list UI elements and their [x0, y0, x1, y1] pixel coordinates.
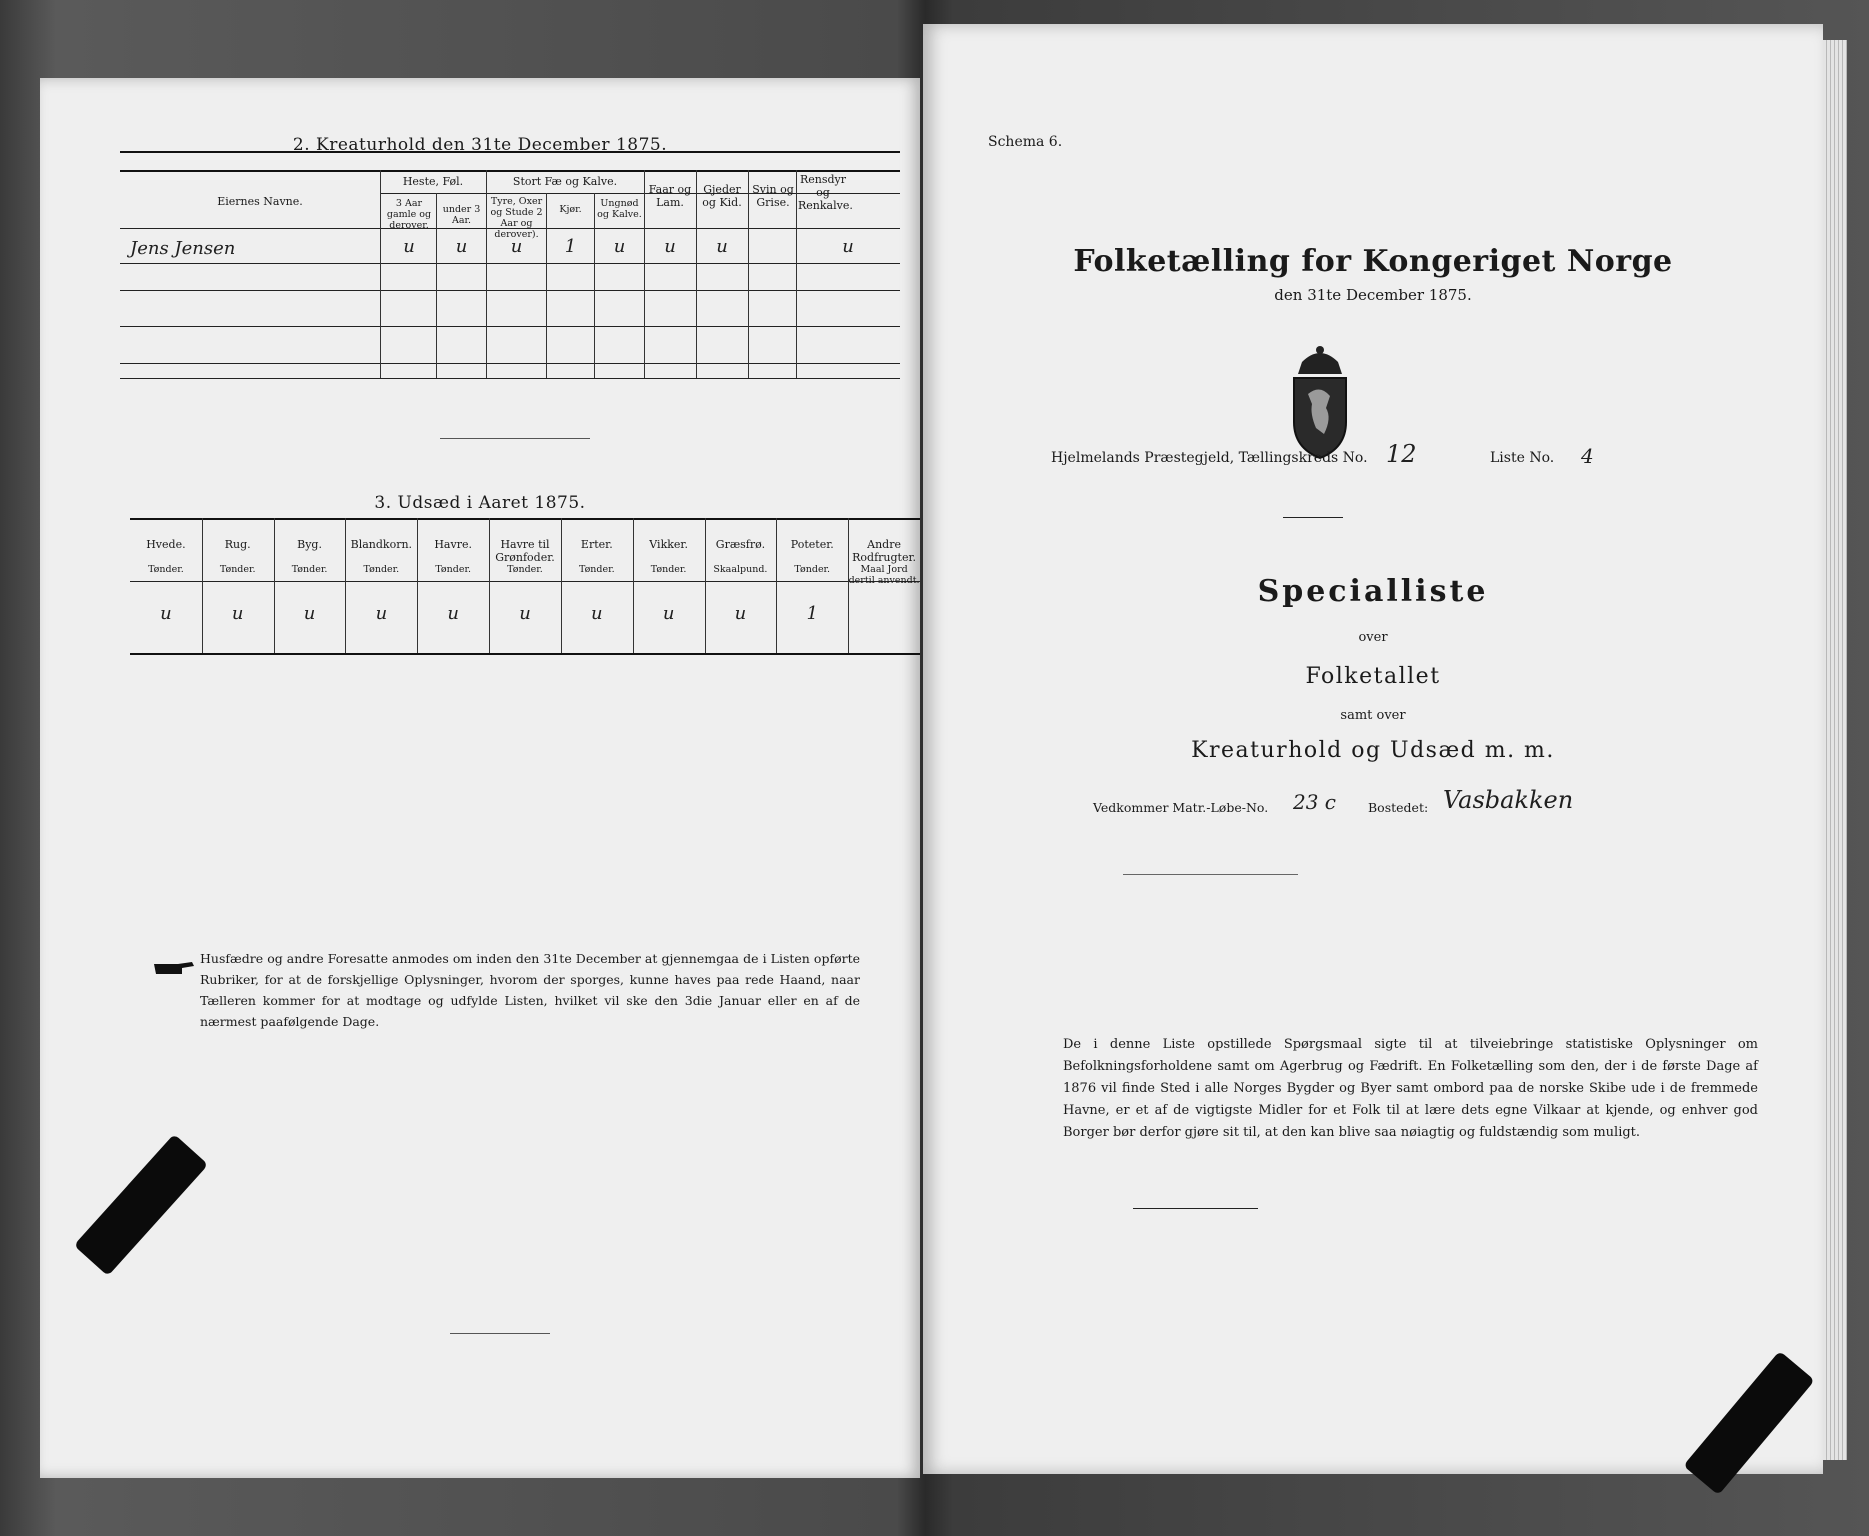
header-owner: Eiernes Navne. — [217, 195, 303, 208]
header-rensdyr: Rensdyr og Renkalve. — [798, 173, 853, 212]
section3-header-unit: Tønder. — [148, 564, 184, 575]
document-title: Folketælling for Kongeriget Norge — [1073, 244, 1673, 279]
header-heste: Heste, Føl. — [402, 175, 464, 188]
row1-gjeder: u — [716, 236, 728, 257]
section3-header-name: Andre Rodfrugter. — [852, 538, 917, 564]
schema-label: Schema 6. — [988, 134, 1063, 150]
section2-title: 2. Kreaturhold den 31te December 1875. — [292, 135, 668, 155]
folketallet: Folketallet — [1305, 664, 1441, 689]
section3-header-unit: Tønder. — [650, 564, 687, 575]
info-paragraph: De i denne Liste opstillede Spørgsmaal sigte til at tilveiebringe statistiske Oplysninger om Befolkningsforholdene samt om Agerbrug og Fædrift. En Folketælling som den, der i de første Dage af 1876 vil finde Sted i alle Norges Bygder og Byer samt ombord paa de norske Skibe ude i de fremmede Havne, er et af de vigtigste Midler for et Folk til at lære dets egne Vilkaar at kjende, og enhver god Borger bør derfor gjøre sit til, at den kan blive saa nøiagtig og fuldstændig som muligt. — [1063, 1037, 1758, 1140]
row1-stort-b: 1 — [564, 236, 577, 257]
liste-label: Liste No. — [1490, 450, 1555, 466]
owner-name: Jens Jensen — [130, 238, 236, 259]
section3-cell: u — [375, 603, 388, 624]
document-date: den 31te December 1875. — [1274, 286, 1472, 304]
section3-header-unit: Tønder. — [794, 564, 831, 575]
kreaturhold-line: Kreaturhold og Udsæd m. m. — [1191, 738, 1555, 763]
header-gjeder: Gjeder og Kid. — [702, 183, 742, 209]
left-page — [40, 78, 920, 1478]
kreds-label: Tællingskreds No. — [1238, 450, 1368, 466]
notice-text: Husfædre og andre Foresatte anmodes om inden den 31te December at gjennemgaa de i Listen opførte Rubriker, for at de forskjellige Oplysninger, hvorom der sporges, kunne haves paa rede Haand, naar Tælleren kommer for at modtage og udfylde Listen, hvilket vil ske den 3die Januar eller en af de nærmest paafølgende Dage. — [200, 951, 860, 1029]
section3-header-name: Vikker. — [649, 538, 688, 551]
right-page — [923, 24, 1823, 1474]
specialliste-title: Specialliste — [1257, 574, 1489, 609]
prestegjeld-line — [1051, 450, 1368, 466]
section3-header-unit: Skaalpund. — [713, 564, 768, 575]
header-heste-b: under 3 Aar. — [442, 204, 481, 226]
section3-header-name: Erter. — [580, 538, 613, 551]
row1-heste-a: u — [403, 236, 415, 257]
bosted-value: Vasbakken — [1443, 786, 1574, 814]
section3-cell: u — [591, 603, 603, 624]
section3-header-name: Poteter. — [790, 538, 834, 551]
header-faar: Faar og Lam. — [648, 183, 692, 209]
section3-header-name: Rug. — [224, 538, 251, 551]
liste-value: 4 — [1581, 444, 1594, 468]
section3-header-unit: Tønder. — [507, 564, 543, 575]
header-stort-a: Tyre, Oxer og Stude 2 Aar og derover). — [490, 196, 543, 240]
section3-header-unit: Tønder. — [435, 564, 471, 575]
row1-rensdyr: u — [842, 236, 854, 257]
section3-title: 3. Udsæd i Aaret 1875. — [374, 493, 586, 513]
samt-over: samt over — [1340, 708, 1406, 723]
section3-cell: u — [160, 603, 172, 624]
section3-cell: u — [734, 603, 747, 624]
section3-cell: u — [519, 603, 531, 624]
section3-header-name: Havre til Grønfoder. — [495, 538, 555, 564]
over-label: over — [1358, 630, 1388, 645]
section3-header-name: Byg. — [297, 538, 322, 551]
section3-header-unit: Maal Jord dertil anvendt. — [848, 564, 920, 586]
pointing-hand-icon — [152, 958, 196, 978]
header-stort: Stort Fæ og Kalve. — [512, 175, 618, 188]
section3-cell: u — [303, 603, 316, 624]
header-svin: Svin og Grise. — [752, 183, 794, 209]
section3-header-name: Hvede. — [146, 538, 186, 551]
coat-of-arms-icon — [1280, 344, 1360, 464]
page-edges — [1823, 40, 1847, 1460]
matr-label: Vedkommer Matr.-Løbe-No. — [1093, 800, 1269, 815]
section3-header-name: Blandkorn. — [350, 538, 413, 551]
section3-cell: u — [447, 603, 459, 624]
section3-header-name: Havre. — [434, 538, 472, 551]
section3-header-unit: Tønder. — [219, 564, 256, 575]
section3-cell: 1 — [806, 603, 818, 624]
row1-heste-b: u — [455, 236, 468, 257]
section3-cell: u — [662, 603, 675, 624]
row1-stort-a: u — [510, 236, 523, 257]
kreds-value: 12 — [1386, 440, 1417, 468]
bosted-label: Bostedet: — [1368, 800, 1429, 815]
header-stort-c: Ungnød og Kalve. — [597, 198, 642, 220]
row1-stort-c: u — [613, 236, 626, 257]
section3-cell: u — [231, 603, 244, 624]
section3-header-unit: Tønder. — [578, 564, 615, 575]
header-stort-b: Kjør. — [559, 204, 582, 215]
header-heste-a: 3 Aar gamle og derover. — [386, 198, 432, 231]
matr-value: 23 c — [1293, 790, 1337, 814]
section3-header-unit: Tønder. — [291, 564, 328, 575]
row1-faar: u — [664, 236, 676, 257]
prestegjeld: Hjelmelands Præstegjeld, — [1051, 450, 1235, 466]
section3-header-unit: Tønder. — [363, 564, 400, 575]
section3-header-name: Græsfrø. — [715, 538, 766, 551]
